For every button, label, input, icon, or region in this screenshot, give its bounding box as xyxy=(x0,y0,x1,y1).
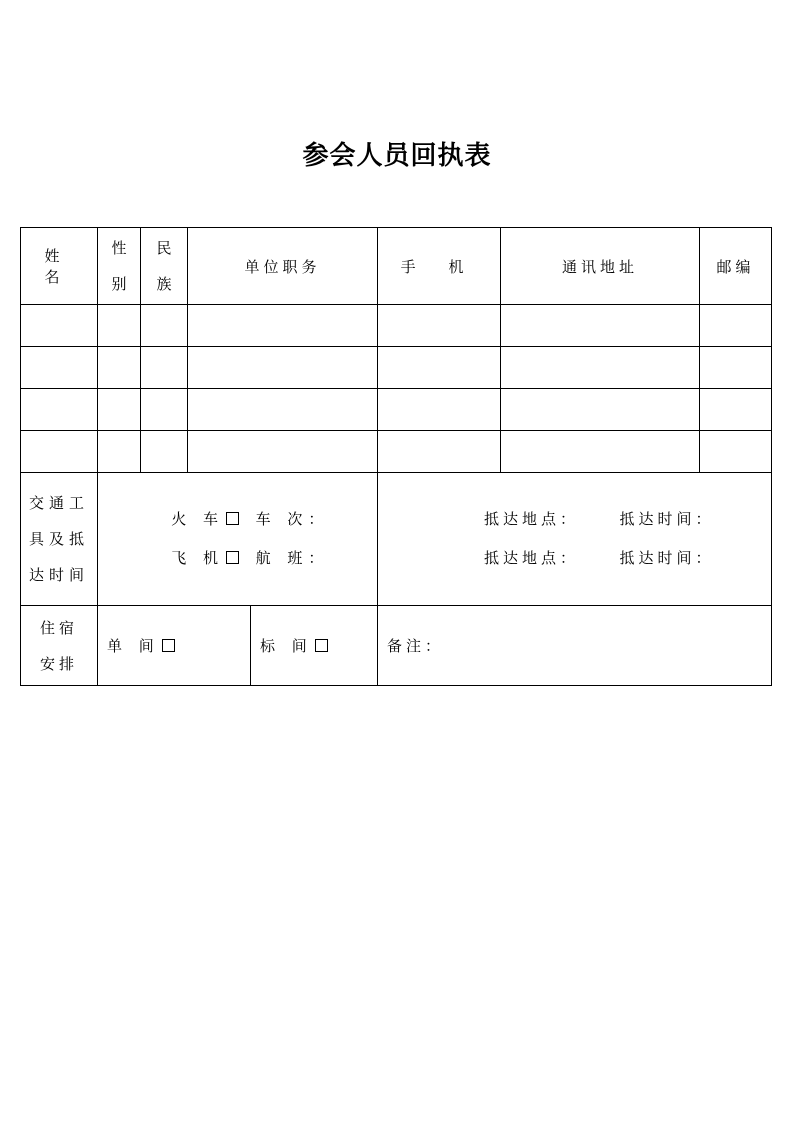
ethnicity-input-cell[interactable] xyxy=(141,389,188,431)
standard-room-cell[interactable] xyxy=(251,606,378,686)
mobile-input-cell[interactable] xyxy=(378,431,501,473)
header-ethnicity-top: 民 xyxy=(156,239,172,257)
receipt-form-table xyxy=(20,227,772,686)
flight-option[interactable] xyxy=(155,539,256,578)
standard-room-checkbox[interactable] xyxy=(315,639,328,652)
transport-label-line: 具及抵 xyxy=(28,530,89,548)
name-input-cell[interactable] xyxy=(21,431,98,473)
train-label: 火 车 xyxy=(171,510,224,528)
ethnicity-input-cell[interactable] xyxy=(141,347,188,389)
arrival-time-label: 抵达时间： xyxy=(619,510,715,528)
address-input-cell[interactable] xyxy=(501,431,700,473)
unit-position-input-cell[interactable] xyxy=(188,305,378,347)
postcode-input-cell[interactable] xyxy=(700,305,772,347)
flight-label: 飞 机 xyxy=(171,549,224,567)
name-input-cell[interactable] xyxy=(21,305,98,347)
gender-input-cell[interactable] xyxy=(98,305,141,347)
single-room-label: 单 间 xyxy=(107,637,160,655)
address-input-cell[interactable] xyxy=(501,347,700,389)
train-number-label: 车 次： xyxy=(255,510,330,528)
arrival-line-train xyxy=(387,500,771,539)
train-checkbox[interactable] xyxy=(226,512,239,525)
postcode-input-cell[interactable] xyxy=(700,431,772,473)
train-line xyxy=(107,500,377,539)
header-gender-bottom: 别 xyxy=(111,275,127,293)
arrival-time-label: 抵达时间： xyxy=(619,549,715,567)
unit-position-input-cell[interactable] xyxy=(188,389,378,431)
header-gender xyxy=(98,228,141,305)
notes-cell[interactable] xyxy=(378,606,772,686)
address-input-cell[interactable] xyxy=(501,389,700,431)
header-name xyxy=(21,228,98,305)
lodging-label-bottom: 安排 xyxy=(39,654,78,673)
address-input-cell[interactable] xyxy=(501,305,700,347)
single-room-cell[interactable] xyxy=(98,606,251,686)
transport-label-line: 交通工 xyxy=(28,494,89,512)
transport-label-cell xyxy=(21,473,98,606)
unit-position-input-cell[interactable] xyxy=(188,347,378,389)
mobile-input-cell[interactable] xyxy=(378,389,501,431)
header-postcode xyxy=(700,228,772,305)
name-input-cell[interactable] xyxy=(21,347,98,389)
header-unit-position-label: 单位职务 xyxy=(244,257,321,276)
page-title: 参会人员回执表 xyxy=(302,141,492,171)
arrival-cell xyxy=(378,473,772,606)
flight-line xyxy=(107,539,377,578)
arrival-line-flight xyxy=(387,539,771,578)
standard-room-label: 标 间 xyxy=(260,637,313,655)
postcode-input-cell[interactable] xyxy=(700,347,772,389)
header-ethnicity-bottom: 族 xyxy=(156,275,172,293)
lodging-label-top: 住宿 xyxy=(39,618,78,637)
transport-mode-cell xyxy=(98,473,378,606)
single-room-checkbox[interactable] xyxy=(162,639,175,652)
header-mobile-label: 手 机 xyxy=(400,257,478,276)
notes-label: 备注： xyxy=(387,637,445,655)
flight-number-label: 航 班： xyxy=(255,549,330,567)
ethnicity-input-cell[interactable] xyxy=(141,305,188,347)
header-unit-position xyxy=(188,228,378,305)
table-row xyxy=(21,389,772,431)
lodging-label-cell xyxy=(21,606,98,686)
table-row xyxy=(21,431,772,473)
flight-checkbox[interactable] xyxy=(226,551,239,564)
ethnicity-input-cell[interactable] xyxy=(141,431,188,473)
gender-input-cell[interactable] xyxy=(98,347,141,389)
header-gender-top: 性 xyxy=(111,239,127,257)
table-row xyxy=(21,347,772,389)
gender-input-cell[interactable] xyxy=(98,431,141,473)
header-address-label: 通讯地址 xyxy=(562,257,639,276)
header-postcode-label: 邮编 xyxy=(716,257,755,276)
mobile-input-cell[interactable] xyxy=(378,305,501,347)
transport-row xyxy=(21,473,772,606)
postcode-input-cell[interactable] xyxy=(700,389,772,431)
arrival-place-label: 抵达地点： xyxy=(483,549,579,567)
mobile-input-cell[interactable] xyxy=(378,347,501,389)
header-ethnicity xyxy=(141,228,188,305)
transport-label-line: 达时间 xyxy=(28,566,89,584)
train-option[interactable] xyxy=(155,500,256,539)
arrival-place-label: 抵达地点： xyxy=(483,510,579,528)
unit-position-input-cell[interactable] xyxy=(188,431,378,473)
header-address xyxy=(501,228,700,305)
header-mobile xyxy=(378,228,501,305)
header-name-label: 姓 名 xyxy=(44,247,74,286)
table-row xyxy=(21,305,772,347)
header-row xyxy=(21,228,772,305)
gender-input-cell[interactable] xyxy=(98,389,141,431)
lodging-row xyxy=(21,606,772,686)
name-input-cell[interactable] xyxy=(21,389,98,431)
